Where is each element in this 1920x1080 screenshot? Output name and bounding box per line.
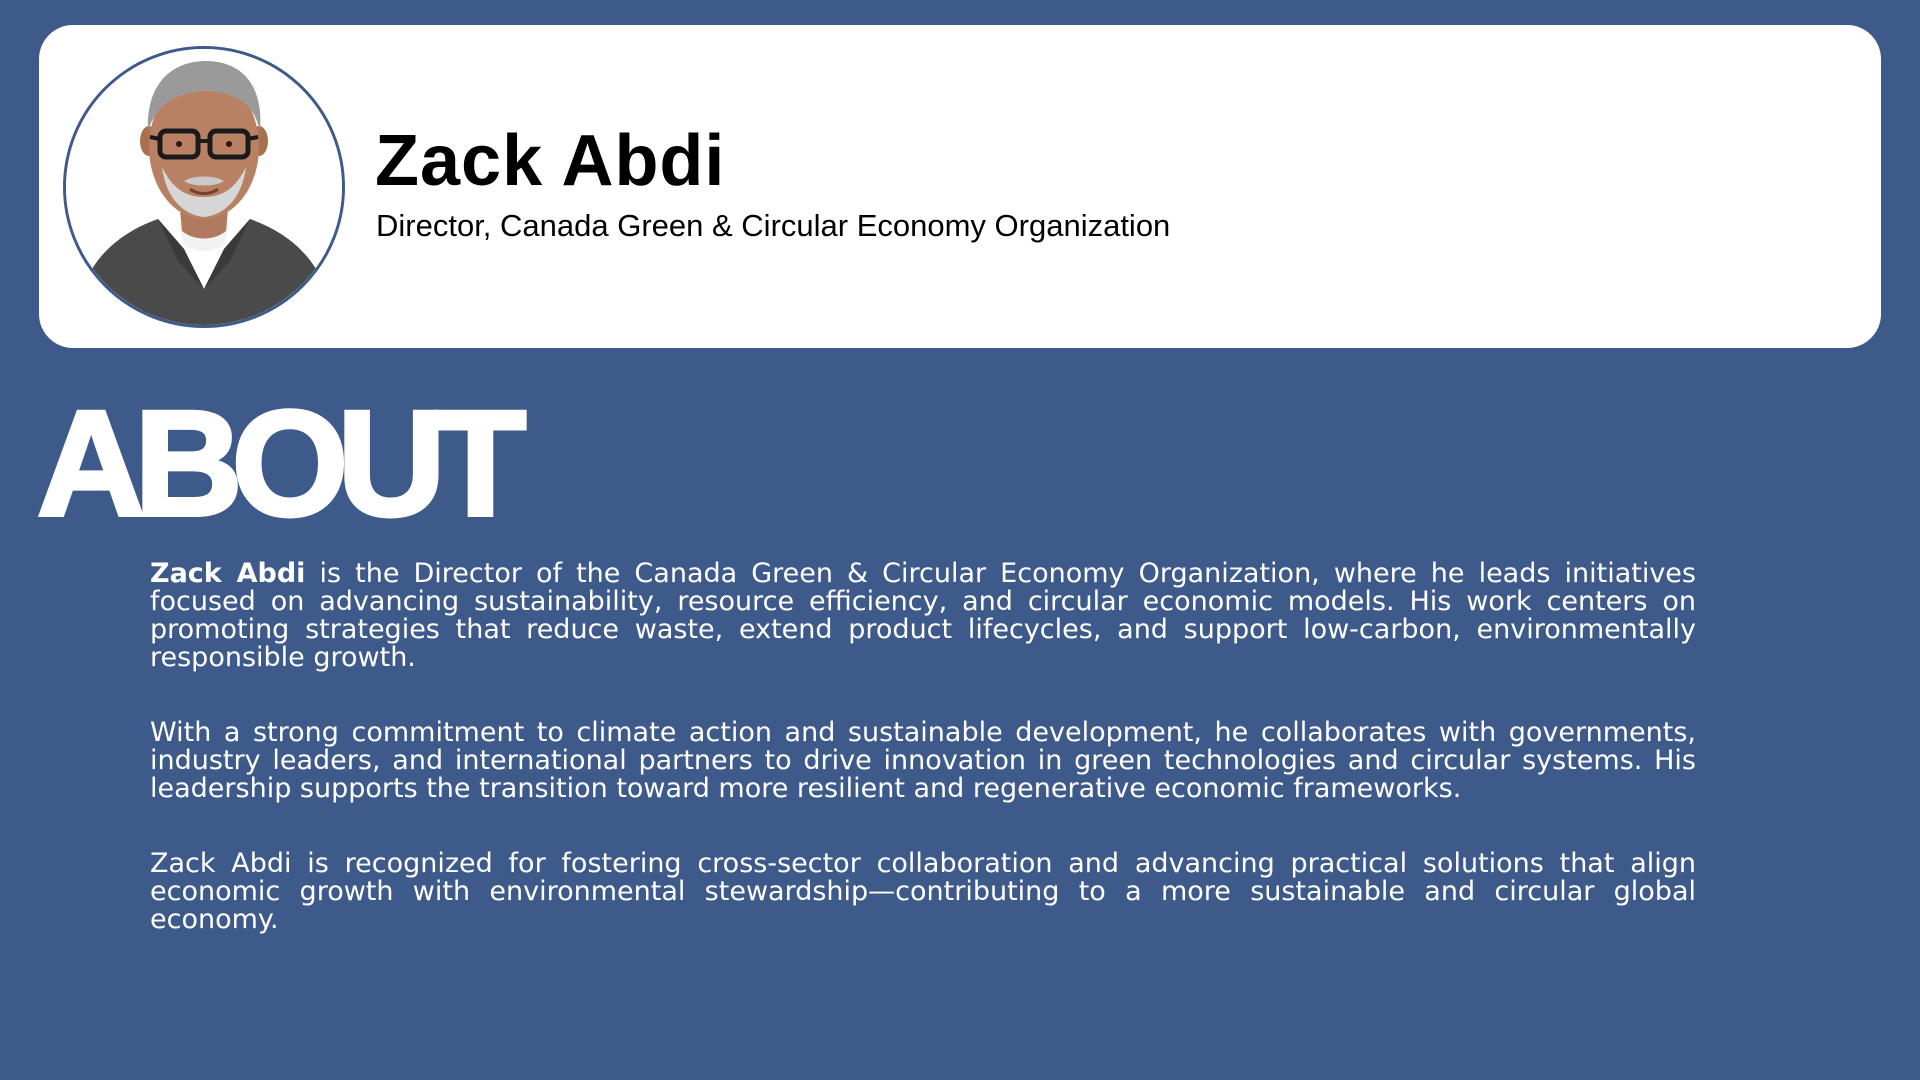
bio-name-bold: Zack Abdi [150,558,306,589]
bio-paragraph-3: Zack Abdi is recognized for fostering cross-sector collaboration and advancing practical solutions that align economic growth with environmental stewardship—contributing to a more sustainable and circular global economy. [150,848,1696,935]
profile-job-title: Director, Canada Green & Circular Economy Organization [376,208,1171,243]
about-bio [150,560,1696,981]
bio-paragraph-1 [150,560,1696,672]
bio-paragraph-2: With a strong commitment to climate action and sustainable development, he collaborates with governments, industry leaders, and international partners to drive innovation in green technologies and circular systems. His leadership supports the transition toward more resilient and regenerative economic frameworks. [150,717,1696,804]
portrait-photo [66,49,342,325]
about-heading: ABOUT [37,379,516,547]
profile-name: Zack Abdi [375,121,726,201]
bio-paragraph-1-text: is the Director of the Canada Green & Circular Economy Organization, where he leads initiatives focused on advancing sustainability, resource efficiency, and circular economic models. His work centers on promoting strategies that reduce waste, extend product lifecycles, and support low-carbon, environmentally responsible growth. [150,558,1696,673]
avatar [63,46,345,328]
profile-card [39,25,1881,348]
